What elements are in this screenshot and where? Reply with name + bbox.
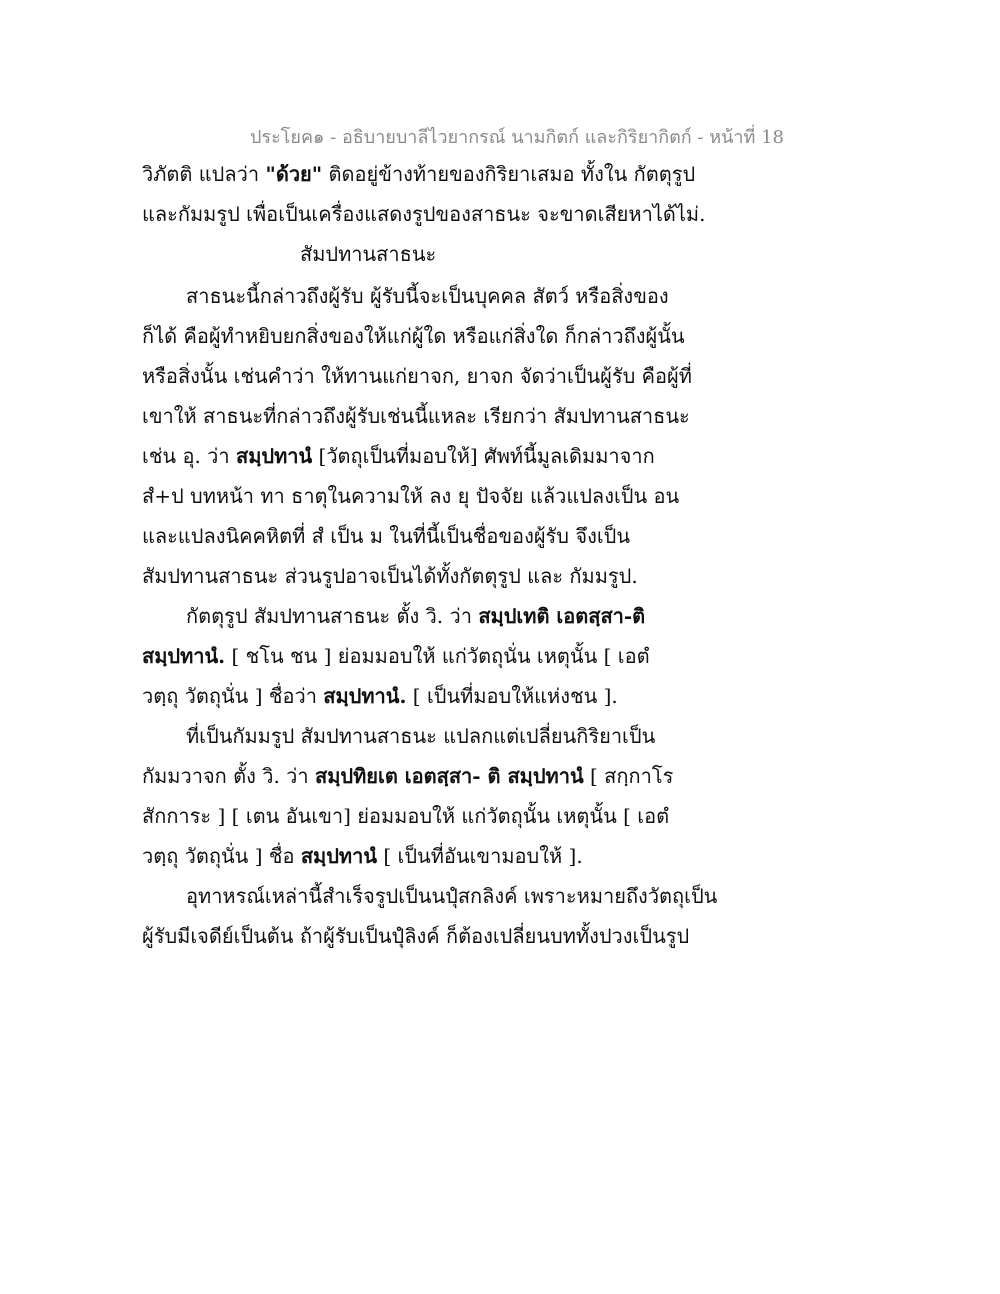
section-heading-text: สัมปทานสาธนะ [300,242,437,266]
text-run: ที่เป็นกัมมรูป สัมปทานสาธนะ แปลกแต่เปลี่ยนกิริยาเป็น [186,724,656,748]
bold-term: สมฺปทานํ. [142,644,226,668]
text-run: [ ชโน ชน ] ย่อมมอบให้ แก่วัตถุนั่น เหตุนั้น [ เอตํ [225,644,650,668]
bold-term: สมฺปทานํ. [323,684,407,708]
text-run: กัตตุรูป สัมปทานสาธนะ ตั้ง วิ. ว่า [186,604,479,628]
page-header: ประโยค๑ - อธิบายบาลีไวยากรณ์ นามกิตก์ และกิริยากิตก์ - หน้าที่ 18 [250,127,784,148]
text-run: ผู้รับมีเจดีย์เป็นต้น ถ้าผู้รับเป็นปุํลิงค์ ก็ต้องเปลี่ยนบททั้งปวงเป็นรูป [142,924,690,948]
text-run: [ เป็นที่มอบให้แห่งชน ]. [406,684,618,708]
bold-term: สมฺปทานํ [235,444,313,468]
bold-term: สมฺปเทติ เอตสฺสา-ติ [478,604,646,628]
text-line [186,602,645,630]
bold-term: สมฺปทิยเต เอตสฺสา- ติ สมฺปทานํ [315,764,584,788]
text-run: หรือสิ่งนั้น เช่นคำว่า ให้ทานแก่ยาจก, ยาจก จัดว่าเป็นผู้รับ คือผู้ที่ [142,364,692,388]
text-line [142,482,679,510]
text-run: ก็ได้ คือผู้ทำหยิบยกสิ่งของให้แก่ผู้ใด หรือแก่สิ่งใด ก็กล่าวถึงผู้นั้น [142,324,685,348]
text-line [142,322,685,350]
text-run: [วัตถุเป็นที่มอบให้] ศัพท์นี้มูลเดิมมาจาก [312,444,655,468]
text-run: วิภัตติ แปลว่า [142,162,266,186]
text-run: และกัมมรูป เพื่อเป็นเครื่องแสดงรูปของสาธนะ จะขาดเสียหาได้ไม่. [142,202,706,226]
text-line [142,682,618,710]
text-line [142,160,695,188]
bold-term: สมฺปทานํ [300,844,377,868]
text-line [142,762,673,790]
text-run: กัมมวาจก ตั้ง วิ. ว่า [142,764,315,788]
text-run: สักการะ ] [ เตน อันเขา] ย่อมมอบให้ แก่วัตถุนั้น เหตุนั้น [ เอตํ [142,804,670,828]
text-run: วตฺถุ วัตถุนั่น ] ชื่อ [142,844,301,868]
text-line [142,922,689,950]
text-run: สํ+ป บทหน้า ทา ธาตุในความให้ ลง ยุ ปัจจัย แล้วแปลงเป็น อน [142,484,680,508]
text-line [142,200,705,228]
text-run: อุทาหรณ์เหล่านี้สำเร็จรูปเป็นนปุํสกลิงค์ เพราะหมายถึงวัตถุเป็น [186,884,718,908]
text-line [142,562,638,590]
text-line [142,442,655,470]
text-run: และแปลงนิคคหิตที่ สํ เป็น ม ในที่นี้เป็นชื่อของผู้รับ จึงเป็น [142,524,631,548]
text-run: เขาให้ สาธนะที่กล่าวถึงผู้รับเช่นนี้แหละ เรียกว่า สัมปทานสาธนะ [142,404,690,428]
text-line [142,642,650,670]
text-run: [ สกฺกาโร [583,764,674,788]
text-line [142,802,669,830]
text-line [186,282,669,310]
text-line [186,722,655,750]
text-run: ติดอยู่ข้างท้ายของกิริยาเสมอ ทั้งใน กัตตุรูป [322,162,696,186]
text-line [142,402,690,430]
text-run: เช่น อุ. ว่า [142,444,236,468]
text-run: สาธนะนี้กล่าวถึงผู้รับ ผู้รับนี้จะเป็นบุคคล สัตว์ หรือสิ่งของ [186,284,669,308]
text-run: วตฺถุ วัตถุนั่น ] ชื่อว่า [142,684,324,708]
bold-term: "ด้วย" [265,162,323,186]
section-heading [300,240,436,268]
text-line [186,882,717,910]
text-run: [ เป็นที่อันเขามอบให้ ]. [377,844,583,868]
text-line [142,522,630,550]
text-line [142,842,583,870]
text-line [142,362,692,390]
text-run: สัมปทานสาธนะ ส่วนรูปอาจเป็นได้ทั้งกัตตุรูป และ กัมมรูป. [142,564,638,588]
